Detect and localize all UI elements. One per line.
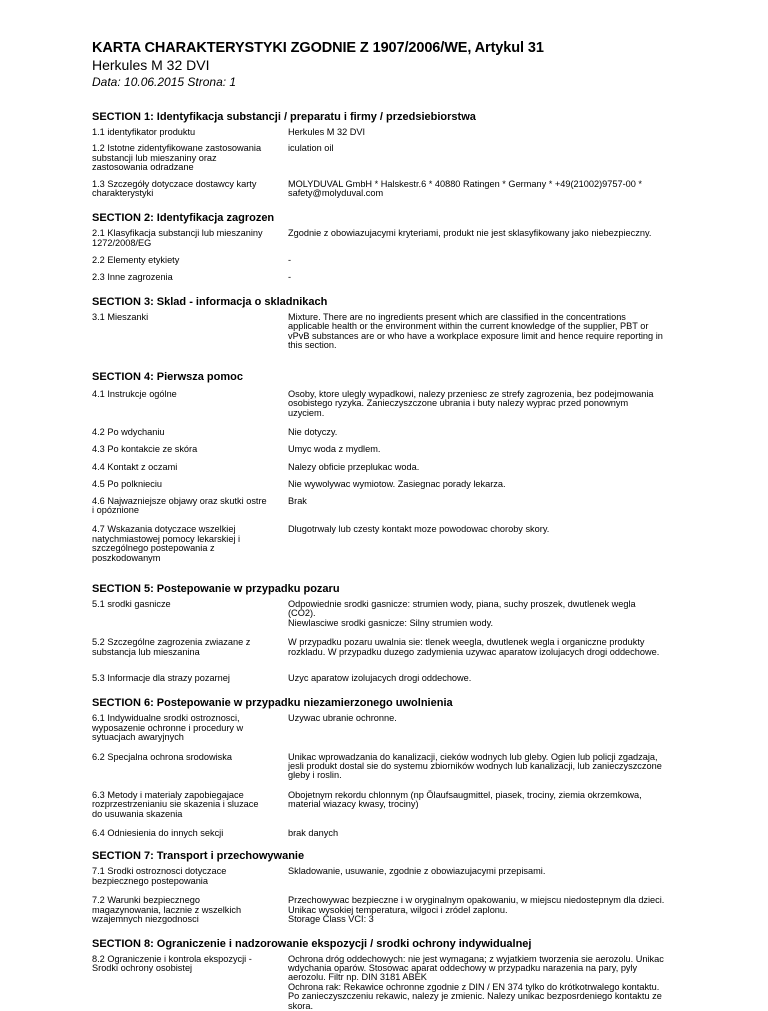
row-2-3 <box>92 273 712 282</box>
label-4-3: 4.3 Po kontakcie ze skóra <box>92 444 198 455</box>
row-7-1 <box>92 867 712 886</box>
value-4-5: Nie wywolywac wymiotow. Zasiegnac porady lekarza. <box>288 479 506 490</box>
value-line: osobistego ryzyka. Zanieczyszczone ubrania i buty nalezy wyprac przed ponownym <box>288 398 629 409</box>
label-line: charakterystyki <box>92 188 154 199</box>
row-1-3 <box>92 180 712 199</box>
label-7-1 <box>92 867 288 886</box>
value-line: applicable health or the environment within the current knowledge of the supplier, PBT or <box>288 321 649 332</box>
section-3-heading: SECTION 3: Sklad - informacja o skladnikach <box>92 296 328 309</box>
value-5-2 <box>288 638 712 657</box>
value-1-1: Herkules M 32 DVI <box>288 127 366 137</box>
document-title: KARTA CHARAKTERYSTYKI ZGODNIE Z 1907/2006/WE, Artykul 31 <box>92 40 544 56</box>
section-1-heading: SECTION 1: Identyfikacja substancji / preparatu i firmy / przedsiebiorstwa <box>92 111 476 123</box>
value-6-4: brak danych <box>288 828 339 839</box>
label-7-2 <box>92 896 288 924</box>
label-line: 6.1 Indywidualne srodki ostroznosci, <box>92 713 240 724</box>
row-4-6 <box>92 497 712 516</box>
label-line: rozprzestrzenianiu sie skazenia i sluzace <box>92 799 259 810</box>
row-6-2 <box>92 753 712 781</box>
product-name: Herkules M 32 DVI <box>92 57 210 73</box>
label-5-3: 5.3 Informacje dla strazy pozarnej <box>92 673 230 683</box>
section-4-heading: SECTION 4: Pierwsza pomoc <box>92 370 243 383</box>
label-line: poszkodowanym <box>92 552 161 563</box>
value-line: Storage Class VCI: 3 <box>288 914 374 925</box>
row-6-1 <box>92 714 712 742</box>
value-line: uzyciem. <box>288 407 325 418</box>
label-line: Srodki ochrony osobistej <box>92 962 193 973</box>
label-line: magazynowania, lacznie z wszelkich <box>92 904 242 915</box>
label-line: 6.3 Metody i materialy zapobiegajace <box>92 789 244 800</box>
value-6-3 <box>288 791 712 819</box>
row-2-1 <box>92 229 712 248</box>
label-5-2 <box>92 638 288 657</box>
label-line: do usuwania skazenia <box>92 808 183 819</box>
label-line: wyposazenie ochronne i procedury w <box>92 722 244 733</box>
value-line: Ochrona rak: Rekawice ochronne zgodnie z DIN / EN 374 tylko do krótkotrwalego kontaktu. <box>288 981 660 992</box>
value-line: (CO2). <box>288 608 316 619</box>
label-line: 1.2 Istotne zidentyfikowane zastosowania <box>92 143 262 154</box>
label-line: sytuacjach awaryjnych <box>92 732 184 743</box>
value-line: Przechowywac bezpieczne i w oryginalnym opakowaniu, w miejscu niedostepnym dla dzieci. <box>288 895 665 906</box>
value-line: jesli produkt dostal sie do systemu zbiorników wodnych lub kanalizacji, lub zanieczyszczone <box>288 761 662 772</box>
date-and-page: Data: 10.06.2015 Strona: 1 <box>92 75 237 89</box>
label-line: substancji lub mieszaniny oraz <box>92 152 217 163</box>
value-line: W przypadku pozaru uwalnia sie: tlenek weegla, dwutlenek wegla i organiczne produkty <box>288 637 645 648</box>
row-6-4 <box>92 829 712 838</box>
label-8-1 <box>92 955 288 1011</box>
value-7-1: Skladowanie, usuwanie, zgodnie z obowiazujacymi przepisami. <box>288 866 546 877</box>
value-1-2: iculation oil <box>288 143 334 154</box>
row-4-7 <box>92 525 712 563</box>
label-1-3 <box>92 180 288 199</box>
label-line: zastosowania odradzane <box>92 162 194 173</box>
label-4-5: 4.5 Po polknieciu <box>92 479 162 490</box>
value-line: Osoby, ktore ulegly wypadkowi, nalezy przeniesc ze strefy zagrozenia, bez podejmowania <box>288 388 654 399</box>
value-line: Mixture. There are no ingredients present which are classified in the concentrations <box>288 312 626 323</box>
sds-page <box>92 40 712 1011</box>
label-6-1 <box>92 714 288 742</box>
value-line: aerozolu. Filtr np. DIN 3181 ABEK <box>288 972 427 983</box>
value-line: Niewlasciwe srodki gasnicze: Silny strumien wody. <box>288 617 494 628</box>
row-4-5 <box>92 480 712 489</box>
value-1-3 <box>288 180 712 199</box>
row-3-1 <box>92 313 712 351</box>
value-line: Obojetnym rekordu chlonnym (np Ölaufsaugmittel, piasek, trociny, ziemia okrzemkowa, <box>288 789 642 800</box>
label-line: i opóznione <box>92 504 139 515</box>
row-5-2 <box>92 638 712 657</box>
row-4-4 <box>92 463 712 472</box>
value-7-2 <box>288 896 712 924</box>
value-5-3: Uzyc aparatow izolujacych drogi oddechowe. <box>288 673 472 683</box>
label-4-1: 4.1 Instrukcje ogólne <box>92 388 177 399</box>
row-5-3 <box>92 674 712 683</box>
label-line: 7.1 Srodki ostroznosci dotyczace <box>92 866 227 877</box>
value-3-1 <box>288 313 712 351</box>
row-4-1 <box>92 390 712 418</box>
label-4-2: 4.2 Po wdychaniu <box>92 426 165 437</box>
section-5-heading: SECTION 5: Postepowanie w przypadku pozaru <box>92 582 340 595</box>
label-line: substancja lub mieszanina <box>92 646 200 657</box>
label-2-2: 2.2 Elementy etykiety <box>92 255 180 266</box>
value-5-1 <box>288 600 712 628</box>
label-5-1: 5.1 srodki gasnicze <box>92 598 171 609</box>
label-line: natychmiastowej pomocy lekarskiej i <box>92 533 241 544</box>
value-line: skora. <box>288 1000 314 1011</box>
section-3 <box>92 296 712 351</box>
label-6-3 <box>92 791 288 819</box>
label-line: 2.1 Klasyfikacja substancji lub mieszaniny <box>92 228 263 239</box>
label-line: 4.6 Najwazniejsze objawy oraz skutki ostre <box>92 495 267 506</box>
value-4-6: Brak <box>288 495 307 506</box>
value-line: Unikac wysokiej temperatura, wilgoci i zródel zaplonu. <box>288 904 508 915</box>
supplier-email: safety@molyduval.com <box>288 188 384 199</box>
value-line: vPvB substances are or who have a workplace exposure limit and hence require reporting in <box>288 330 663 341</box>
section-6-heading: SECTION 6: Postepowanie w przypadku niezamierzonego uwolnienia <box>92 697 453 710</box>
label-line: 8.2 Ograniczenie i kontrola ekspozycji - <box>92 953 252 964</box>
row-8-1 <box>92 955 712 1011</box>
value-line: wdychania oparów. Stosowac aparat oddechowy w przypadku narazenia na pary, pyly <box>288 962 638 973</box>
value-line: this section. <box>288 340 337 351</box>
value-4-7: Dlugotrwaly lub czesty kontakt moze powodowac choroby skory. <box>288 524 550 535</box>
label-6-4: 6.4 Odniesienia do innych sekcji <box>92 828 224 839</box>
label-2-1 <box>92 229 288 248</box>
section-2-heading: SECTION 2: Identyfikacja zagrozen <box>92 212 275 225</box>
value-line: gleby i roslin. <box>288 770 342 781</box>
row-4-3 <box>92 445 712 454</box>
label-line: wzajemnych niezgodnosci <box>92 914 199 925</box>
section-6 <box>92 697 712 838</box>
label-3-1: 3.1 Mieszanki <box>92 312 149 323</box>
label-2-3: 2.3 Inne zagrozenia <box>92 271 173 282</box>
value-8-1 <box>288 955 712 1011</box>
value-line: Po zanieczyszczeniu rekawic, nalezy je zmienic. Nalezy unikac bezposrdeniego kontaktu ze <box>288 991 662 1002</box>
value-4-1 <box>288 390 712 418</box>
row-1-2 <box>92 144 712 172</box>
label-line: 7.2 Warunki bezpiecznego <box>92 895 200 906</box>
label-1-1: 1.1 identyfikator produktu <box>92 127 196 137</box>
value-line: Unikac wprowadzania do kanalizacji, cieków wodnych lub gleby. Ogien lub policji zgadzaja, <box>288 751 658 762</box>
value-4-3: Umyc woda z mydlem. <box>288 444 381 455</box>
label-4-6 <box>92 497 288 516</box>
section-2 <box>92 212 712 282</box>
section-1 <box>92 111 712 198</box>
row-7-2 <box>92 896 712 924</box>
value-line: Odpowiednie srodki gasnicze: strumien wody, piana, suchy proszek, dwutlenek wegla <box>288 598 636 609</box>
label-line: 1272/2008/EG <box>92 237 152 248</box>
label-line: 5.2 Szczególne zagrozenia zwiazane z <box>92 637 251 648</box>
section-7 <box>92 850 712 924</box>
section-4 <box>92 371 712 563</box>
value-2-1: Zgodnie z obowiazujacymi kryteriami, produkt nie jest sklasyfikowany jako niebezpieczny. <box>288 228 652 239</box>
value-line: Ochrona dróg oddechowych: nie jest wymagana; z wyjatkiem tworzenia sie aerozolu. Unikac <box>288 953 664 964</box>
label-1-2 <box>92 144 288 172</box>
value-line: MOLYDUVAL GmbH * Halskestr.6 * 40880 Ratingen * Germany * +49(21002)9757-00 * <box>288 178 642 189</box>
row-4-2 <box>92 428 712 437</box>
value-4-4: Nalezy obficie przeplukac woda. <box>288 461 420 472</box>
value-2-2: - <box>288 255 292 266</box>
row-5-1 <box>92 600 712 628</box>
label-line: 1.3 Szczegóły dotyczace dostawcy karty <box>92 178 257 189</box>
value-4-2: Nie dotyczy. <box>288 426 338 437</box>
row-2-2 <box>92 256 712 265</box>
value-line: material wiazacy kwasy, trociny) <box>288 799 419 810</box>
section-8-heading: SECTION 8: Ograniczenie i nadzorowanie ekspozycji / srodki ochrony indywidualnej <box>92 937 532 950</box>
row-1-1 <box>92 128 712 137</box>
label-4-4: 4.4 Kontakt z oczami <box>92 461 178 472</box>
value-6-2 <box>288 753 712 781</box>
label-6-2: 6.2 Specjalna ochrona srodowiska <box>92 751 232 762</box>
section-7-heading: SECTION 7: Transport i przechowywanie <box>92 850 305 863</box>
label-line: 4.7 Wskazania dotyczace wszelkiej <box>92 524 236 535</box>
section-5 <box>92 583 712 683</box>
label-line: bezpiecznego postepowania <box>92 875 208 886</box>
value-2-3: - <box>288 271 292 282</box>
section-8 <box>92 938 712 1011</box>
value-6-1: Uzywac ubranie ochronne. <box>288 713 397 724</box>
value-line: rozkladu. W przypadku duzego zadymienia uzywac aparatow izolujacych drogi oddechowe. <box>288 646 660 657</box>
label-line: szczególnego postepowania z <box>92 543 215 554</box>
row-6-3 <box>92 791 712 819</box>
label-4-7 <box>92 525 288 563</box>
